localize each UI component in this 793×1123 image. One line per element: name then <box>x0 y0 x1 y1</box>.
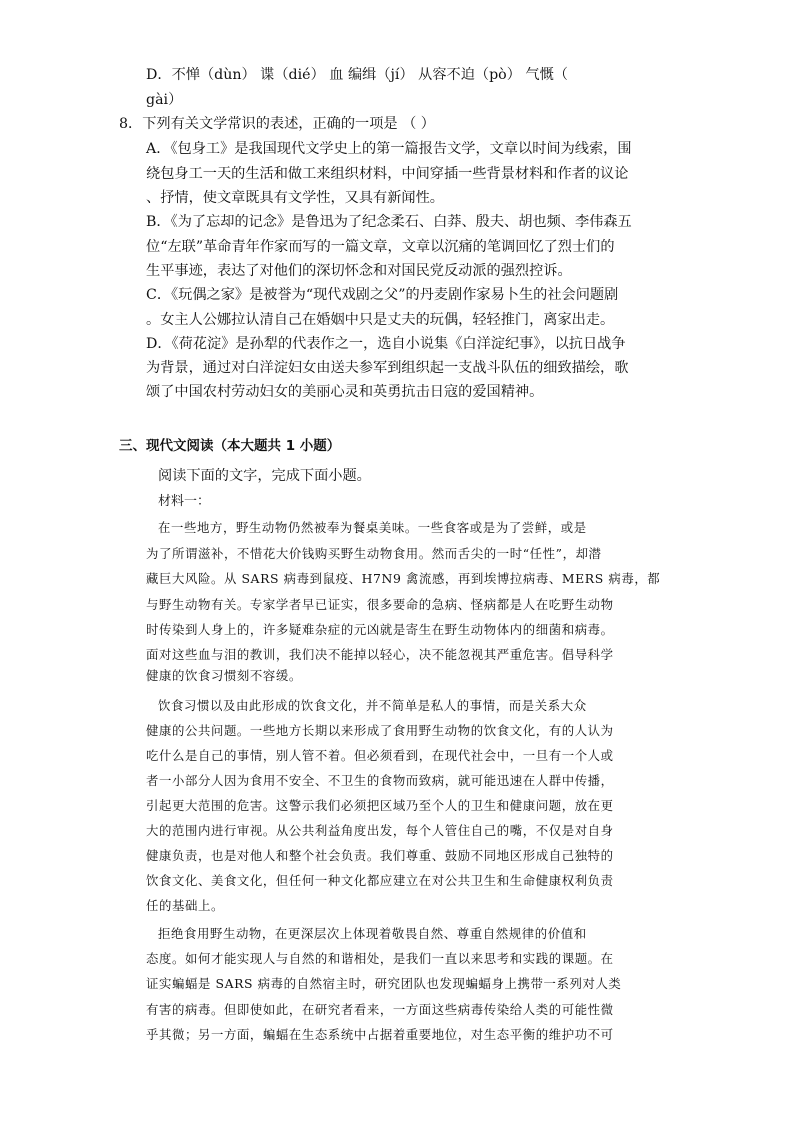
article-line: 为了所谓滋补，不惜花大价钱购买野生动物食用。然而舌尖的一时“任性”，却潜 <box>146 546 602 561</box>
q7-option-d-line2: gài） <box>146 92 183 108</box>
q8-option-c-line1: C．《玩偶之家》是被誉为“现代戏剧之父”的丹麦剧作家易卜生的社会问题剧 <box>146 287 619 303</box>
q8-option-b-line1: B．《为了忘却的记念》是鲁迅为了纪念柔石、白莽、殷夫、胡也频、李伟森五 <box>146 214 632 230</box>
q7-option-d-line1: D．不惮（dùn） 谍（dié） 血 编缉（jí） 从容不迫（pò） 气慨（ <box>146 67 568 83</box>
article-line: 吃什么是自己的事情，别人管不着。但必须看到，在现代社会中，一旦有一个人或 <box>146 748 614 763</box>
article-line: 有害的病毒。但即使如此，在研究者看来，一方面这些病毒传染给人类的可能性微 <box>146 1002 614 1017</box>
article-line: 时传染到人身上的，许多疑难杂症的元凶就是寄生在野生动物体内的细菌和病毒。 <box>146 622 614 637</box>
article-line: 乎其微；另一方面，蝙蝠在生态系统中占据着重要地位，对生态平衡的维护功不可 <box>146 1027 614 1042</box>
q8-option-a-line2: 绕包身工一天的生活和做工来组织材料，中间穿插一些背景材料和作者的议论 <box>146 166 629 182</box>
article-line: 在一些地方，野生动物仍然被奉为餐桌美味。一些食客或是为了尝鲜，或是 <box>158 520 587 535</box>
q8-option-c-line2: 。女主人公娜拉认清自己在婚姻中只是丈夫的玩偶，轻轻推门，离家出走。 <box>146 312 615 328</box>
article-line: 饮食文化、美食文化，但任何一种文化都应建立在对公共卫生和生命健康权利负责 <box>146 873 614 888</box>
article-line: 证实蝙蝠是 SARS 病毒的自然宿主时，研究团队也发现蝙蝠身上携带一系列对人类 <box>146 976 622 991</box>
question-8-stem: 8．下列有关文学常识的表述，正确的一项是 （ ） <box>119 116 435 132</box>
reading-instruction: 阅读下面的文字，完成下面小题。 <box>158 468 371 484</box>
article-line: 藏巨大风险。从 SARS 病毒到鼠疫、H7N9 禽流感，再到埃博拉病毒、MERS 病毒，都 <box>146 571 661 586</box>
article-line: 饮食习惯以及由此形成的饮食文化，并不简单是私人的事情，而是关系大众 <box>158 698 587 713</box>
article-line: 与野生动物有关。专家学者早已证实，很多要命的急病、怪病都是人在吃野生动物 <box>146 597 614 612</box>
article-line: 健康负责，也是对他人和整个社会负责。我们尊重、鼓励不同地区形成自己独特的 <box>146 848 614 863</box>
q8-option-d-line1: D．《荷花淀》是孙犁的代表作之一，选自小说集《白洋淀纪事》，以抗日战争 <box>146 336 626 352</box>
article-line: 拒绝食用野生动物，在更深层次上体现着敬畏自然、尊重自然规律的价值和 <box>158 926 587 941</box>
article-line: 健康的公共问题。一些地方长期以来形成了食用野生动物的饮食文化，有的人认为 <box>146 723 614 738</box>
article-line: 引起更大范围的危害。这警示我们必须把区域乃至个人的卫生和健康问题，放在更 <box>146 798 614 813</box>
article-line: 态度。如何才能实现人与自然的和谐相处，是我们一直以来思考和实践的课题。在 <box>146 951 614 966</box>
q8-option-a-line1: A．《包身工》是我国现代文学史上的第一篇报告文学，文章以时间为线索，围 <box>146 141 632 157</box>
article-line: 健康的饮食习惯刻不容缓。 <box>146 668 302 683</box>
article-line: 面对这些血与泪的教训，我们决不能掉以轻心，决不能忽视其严重危害。倡导科学 <box>146 647 614 662</box>
article-line: 大的范围内进行审视。从公共利益角度出发，每个人管住自己的嘴，不仅是对自身 <box>146 823 614 838</box>
q8-option-d-line2: 为背景，通过对白洋淀妇女由送夫参军到组织起一支战斗队伍的细致描绘，歌 <box>146 360 629 376</box>
q8-option-b-line3: 生平事迹，表达了对他们的深切怀念和对国民党反动派的强烈控诉。 <box>146 263 572 279</box>
q8-option-b-line2: 位“左联”革命青年作家而写的一篇文章，文章以沉痛的笔调回忆了烈士们的 <box>146 239 615 255</box>
article-line: 任的基础上。 <box>146 898 224 913</box>
article-line: 者一小部分人因为食用不安全、不卫生的食物而致病，就可能迅速在人群中传播， <box>146 773 614 788</box>
material-label: 材料一： <box>158 494 211 509</box>
q8-option-d-line3: 颂了中国农村劳动妇女的美丽心灵和英勇抗击日寇的爱国精神。 <box>146 384 544 400</box>
section-heading: 三、现代文阅读（本大题共 1 小题） <box>119 438 341 454</box>
q8-option-a-line3: 、抒情，使文章既具有文学性，又具有新闻性。 <box>146 190 444 206</box>
